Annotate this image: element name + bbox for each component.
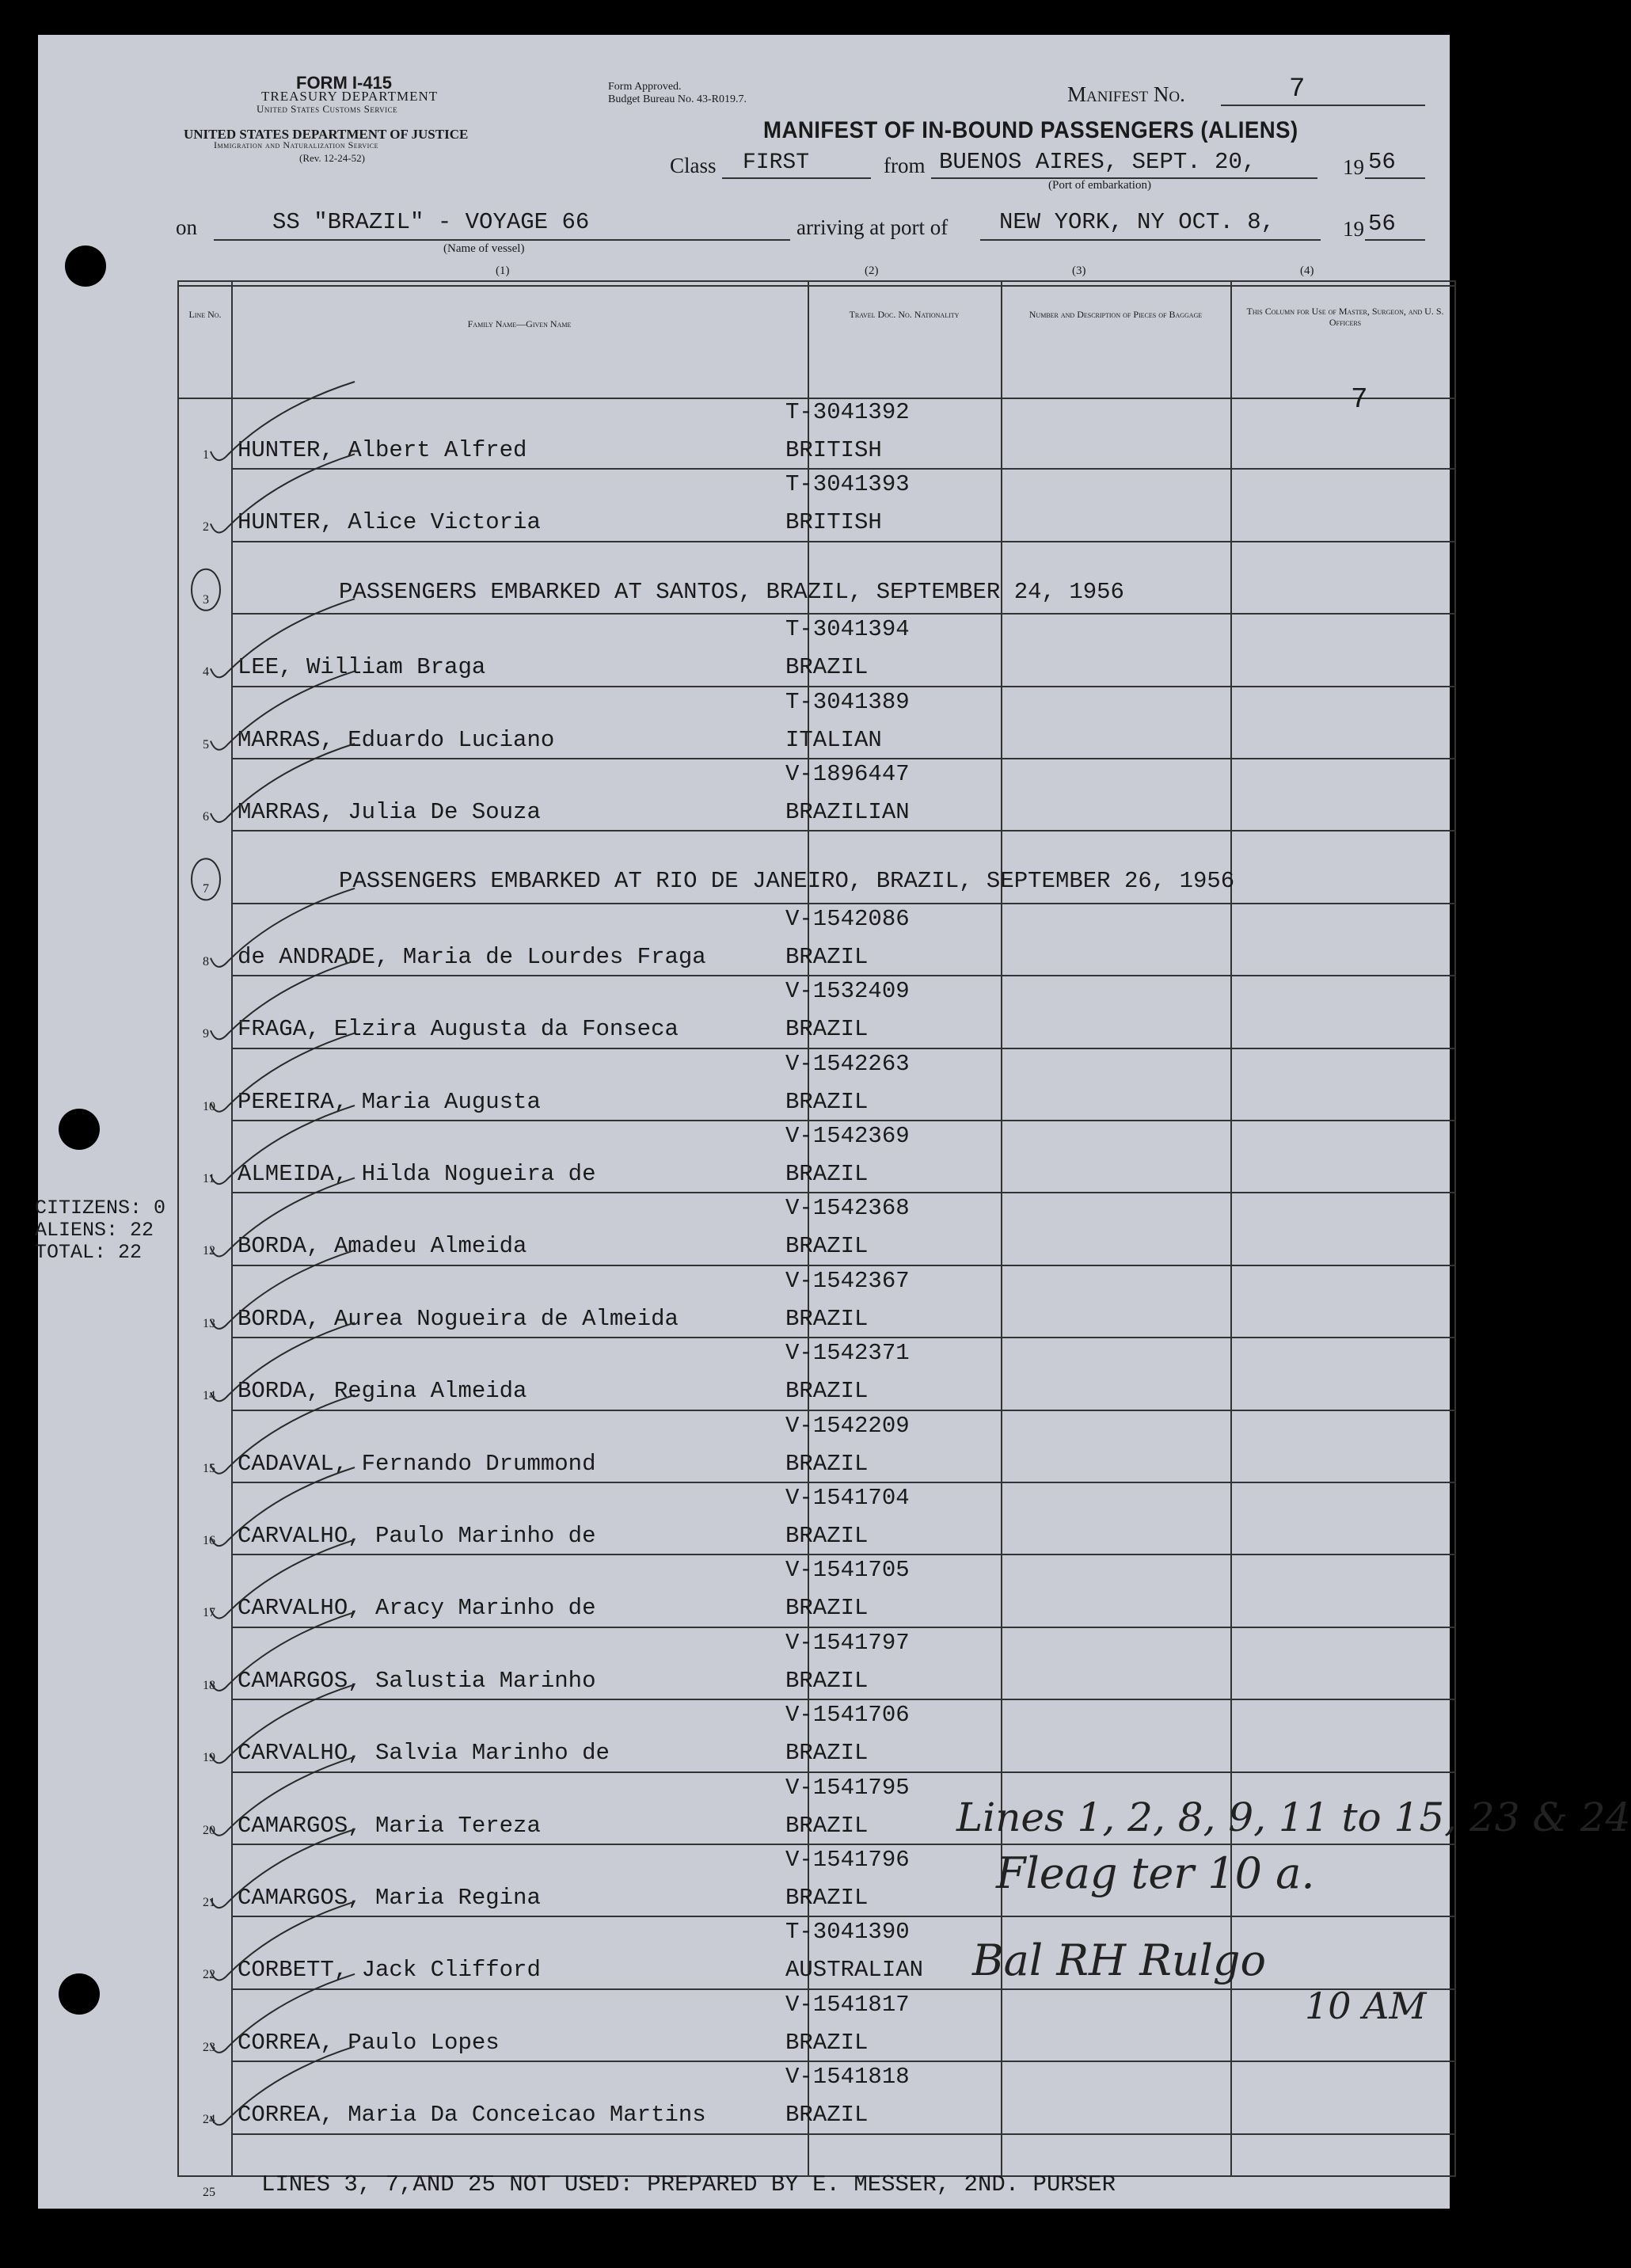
vessel-underline	[214, 239, 790, 241]
line-number: 16	[203, 1534, 215, 1547]
header-officers: This Column for Use of Master, Surgeon, and U. S. Officers	[1246, 306, 1444, 328]
nationality: BRITISH	[785, 509, 882, 536]
line-number: 10	[203, 1099, 215, 1113]
travel-doc-number: V-1542086	[785, 905, 910, 932]
citizens-label: CITIZENS:	[35, 1197, 143, 1220]
row-rule	[231, 1410, 1455, 1411]
row-rule	[231, 1916, 1455, 1917]
travel-doc-number: T-3041393	[785, 471, 910, 498]
handwriting-line-1: Lines 1, 2, 8, 9, 11 to 15, 23 & 24	[956, 1794, 1631, 1840]
col-num-1: (1)	[496, 264, 510, 277]
col-num-2: (2)	[865, 264, 879, 277]
row-rule	[231, 1337, 1455, 1338]
travel-doc-number: V-1542263	[785, 1050, 910, 1077]
section-heading: PASSENGERS EMBARKED AT RIO DE JANEIRO, BRAZIL, SEPTEMBER 26, 1956	[339, 868, 1235, 895]
class-underline	[722, 177, 871, 179]
row-rule	[231, 1265, 1455, 1266]
passenger-name: BORDA, Aurea Nogueira de Almeida	[238, 1305, 679, 1332]
row-rule	[231, 830, 1455, 831]
travel-doc-number: V-1541797	[785, 1629, 910, 1656]
col-num-4: (4)	[1300, 264, 1314, 277]
nationality: BRAZIL	[785, 1378, 869, 1405]
line-number: 3	[203, 592, 209, 607]
passenger-name: CAMARGOS, Maria Tereza	[238, 1812, 541, 1839]
line-number: 22	[203, 1968, 215, 1982]
row-rule	[231, 903, 1455, 904]
header-baggage: Number and Description of Pieces of Baggage	[1028, 309, 1203, 320]
arriving-label: arriving at port of	[796, 215, 949, 239]
manifest-title: MANIFEST OF IN-BOUND PASSENGERS (ALIENS)	[763, 117, 1298, 143]
passenger-name: CORREA, Paulo Lopes	[238, 2029, 500, 2056]
col-divider	[231, 282, 233, 2175]
nationality: BRAZIL	[785, 1305, 869, 1332]
arrival-year-underline	[1365, 239, 1425, 241]
nationality: BRAZIL	[785, 2102, 869, 2129]
row-rule	[231, 758, 1455, 759]
row-rule	[231, 1554, 1455, 1555]
aliens-label: ALIENS:	[35, 1219, 119, 1242]
travel-doc-number: V-1541706	[785, 1702, 910, 1729]
from-year-prefix: 19	[1343, 155, 1364, 179]
arrival-underline	[980, 239, 1321, 241]
col-num-3: (3)	[1072, 264, 1086, 277]
line-number: 5	[203, 737, 209, 752]
line-number: 9	[203, 1027, 209, 1041]
nationality: BRAZIL	[785, 1016, 869, 1043]
travel-doc-number: V-1542209	[785, 1412, 910, 1439]
section-heading: PASSENGERS EMBARKED AT SANTOS, BRAZIL, SEPTEMBER 24, 1956	[339, 578, 1124, 605]
passenger-name: CADAVAL, Fernando Drummond	[238, 1450, 596, 1477]
line-number: 24	[203, 2113, 215, 2127]
row-rule	[231, 2133, 1455, 2135]
passenger-name: PEREIRA, Maria Augusta	[238, 1088, 541, 1115]
passenger-name: BORDA, Regina Almeida	[238, 1378, 527, 1405]
citizens-count: 0	[154, 1197, 166, 1220]
travel-doc-number: V-1542368	[785, 1195, 910, 1222]
on-label: on	[176, 215, 197, 239]
vessel-label: (Name of vessel)	[443, 242, 525, 255]
row-rule	[231, 613, 1455, 615]
row-rule	[231, 2061, 1455, 2062]
line-number: 15	[203, 1461, 215, 1475]
officer-mark: 7	[1351, 383, 1368, 416]
form-approved: Form Approved.	[608, 81, 682, 93]
row-rule	[231, 1627, 1455, 1628]
nationality: BRAZIL	[785, 943, 869, 970]
line-number: 21	[203, 1896, 215, 1909]
passenger-name: HUNTER, Alice Victoria	[238, 509, 541, 536]
line-number: 19	[203, 1751, 215, 1765]
nationality: BRAZIL	[785, 1667, 869, 1694]
nationality: BRAZIL	[785, 1088, 869, 1115]
revision: (Rev. 12-24-52)	[299, 152, 365, 164]
travel-doc-number: V-1542369	[785, 1123, 910, 1149]
header-doc: Travel Doc. No. Nationality	[849, 309, 960, 320]
passenger-name: CORBETT, Jack Clifford	[238, 1957, 541, 1984]
embark-port: BUENOS AIRES, SEPT. 20,	[939, 149, 1257, 175]
row-rule	[231, 1120, 1455, 1121]
travel-doc-number: V-1542371	[785, 1340, 910, 1367]
line-number: 23	[203, 2040, 215, 2054]
total-count: 22	[118, 1241, 143, 1264]
nationality: BRAZILIAN	[785, 799, 910, 825]
row-rule	[231, 1699, 1455, 1700]
passenger-name: LEE, William Braga	[238, 654, 486, 681]
row-rule	[231, 1482, 1455, 1483]
treasury-dept: TREASURY DEPARTMENT	[261, 89, 439, 104]
passenger-name: CAMARGOS, Maria Regina	[238, 1885, 541, 1911]
nationality: BRAZIL	[785, 1812, 869, 1839]
handwriting-line-2: Fleag ter 10 a.	[996, 1848, 1315, 1898]
travel-doc-number: V-1532409	[785, 978, 910, 1005]
travel-doc-number: V-1541705	[785, 1557, 910, 1584]
row-rule	[231, 1988, 1455, 1990]
class-value: FIRST	[743, 150, 810, 175]
manifest-label: Manifest No.	[1067, 82, 1185, 106]
travel-doc-number: V-1542367	[785, 1267, 910, 1294]
nationality: ITALIAN	[785, 726, 882, 753]
travel-doc-number: V-1541796	[785, 1847, 910, 1873]
row-rule	[231, 468, 1455, 470]
travel-doc-number: V-1541818	[785, 2064, 910, 2091]
passenger-name: FRAGA, Elzira Augusta da Fonseca	[238, 1016, 679, 1043]
nationality: BRAZIL	[785, 1523, 869, 1549]
row-rule	[231, 686, 1455, 687]
footer-note: LINES 3, 7,AND 25 NOT USED: PREPARED BY E. MESSER, 2ND. PURSER	[261, 2171, 1116, 2198]
line-number: 25	[203, 2185, 215, 2199]
arrival-year-prefix: 19	[1343, 217, 1364, 241]
line-number: 12	[203, 1244, 215, 1258]
nationality: BRAZIL	[785, 2029, 869, 2056]
port-embark-label: (Port of embarkation)	[1048, 179, 1151, 192]
line-number: 7	[203, 882, 209, 896]
travel-doc-number: T-3041392	[785, 399, 910, 425]
nationality: BRAZIL	[785, 1885, 869, 1911]
nationality: BRAZIL	[785, 1161, 869, 1187]
punch-hole	[59, 1973, 100, 2015]
passenger-name: CARVALHO, Salvia Marinho de	[238, 1740, 610, 1767]
line-number: 8	[203, 954, 209, 968]
nationality: BRAZIL	[785, 1595, 869, 1622]
row-rule	[231, 1844, 1455, 1845]
header-line-no: Line No.	[188, 309, 222, 320]
passenger-name: CAMARGOS, Salustia Marinho	[238, 1667, 596, 1694]
row-rule	[231, 1192, 1455, 1193]
line-number: 17	[203, 1606, 215, 1620]
line-number: 20	[203, 1823, 215, 1837]
line-number: 1	[203, 448, 209, 462]
passenger-name: MARRAS, Eduardo Luciano	[238, 726, 555, 753]
nationality: BRAZIL	[785, 1233, 869, 1260]
passenger-name: BORDA, Amadeu Almeida	[238, 1233, 527, 1260]
travel-doc-number: V-1541704	[785, 1485, 910, 1511]
nationality: BRAZIL	[785, 1450, 869, 1477]
handwriting-line-3: Bal RH Rulgo	[972, 1935, 1267, 1985]
punch-hole	[65, 245, 106, 287]
customs-service: United States Customs Service	[257, 103, 398, 115]
line-number: 11	[203, 1172, 215, 1185]
from-year-underline	[1365, 177, 1425, 179]
vessel-name: SS "BRAZIL" - VOYAGE 66	[272, 209, 590, 235]
arrival-port: NEW YORK, NY OCT. 8,	[999, 209, 1276, 235]
line-number: 2	[203, 520, 209, 535]
row-rule	[231, 541, 1455, 542]
header-name: Family Name—Given Name	[467, 318, 572, 329]
arrival-year: 56	[1368, 211, 1396, 237]
travel-doc-number: T-3041394	[785, 616, 910, 643]
manifest-page	[35, 35, 1631, 2209]
doj: UNITED STATES DEPARTMENT OF JUSTICE	[184, 127, 469, 142]
manifest-number: 7	[1289, 74, 1306, 105]
nationality: BRAZIL	[785, 1740, 869, 1767]
aliens-count: 22	[130, 1219, 154, 1242]
line-number: 13	[203, 1316, 215, 1330]
class-label: Class	[670, 154, 717, 177]
passenger-name: CORREA, Maria Da Conceicao Martins	[238, 2102, 706, 2129]
line-number: 6	[203, 810, 209, 824]
row-rule	[231, 975, 1455, 976]
nationality: AUSTRALIAN	[785, 1957, 924, 1984]
handwriting-line-4: 10 AM	[1305, 1984, 1427, 2027]
passenger-name: HUNTER, Albert Alfred	[238, 437, 527, 463]
line-number: 4	[203, 665, 209, 679]
row-rule	[231, 1771, 1455, 1773]
from-label: from	[884, 154, 926, 177]
travel-doc-number: T-3041389	[785, 688, 910, 715]
row-rule	[231, 1048, 1455, 1049]
total-label: TOTAL:	[35, 1241, 107, 1264]
manifest-underline	[1221, 105, 1425, 106]
passenger-name: CARVALHO, Aracy Marinho de	[238, 1595, 596, 1622]
passenger-name: CARVALHO, Paulo Marinho de	[238, 1523, 596, 1549]
travel-doc-number: V-1541817	[785, 1991, 910, 2018]
from-year: 56	[1368, 149, 1396, 175]
passenger-name: MARRAS, Julia De Souza	[238, 799, 541, 825]
budget-bureau: Budget Bureau No. 43-R019.7.	[608, 93, 747, 105]
passenger-name: de ANDRADE, Maria de Lourdes Fraga	[238, 943, 706, 970]
line-number: 14	[203, 1389, 215, 1403]
passenger-name: ALMEIDA, Hilda Nogueira de	[238, 1161, 596, 1187]
line-number: 18	[203, 1678, 215, 1692]
travel-doc-number: V-1896447	[785, 761, 910, 787]
form-number: FORM I-415	[296, 73, 393, 93]
nationality: BRAZIL	[785, 654, 869, 681]
totals-tally	[35, 1197, 165, 1264]
ins: Immigration and Naturalization Service	[214, 139, 379, 150]
punch-hole	[59, 1109, 100, 1150]
travel-doc-number: T-3041390	[785, 1919, 910, 1946]
nationality: BRITISH	[785, 437, 882, 463]
travel-doc-number: V-1541795	[785, 1774, 910, 1801]
